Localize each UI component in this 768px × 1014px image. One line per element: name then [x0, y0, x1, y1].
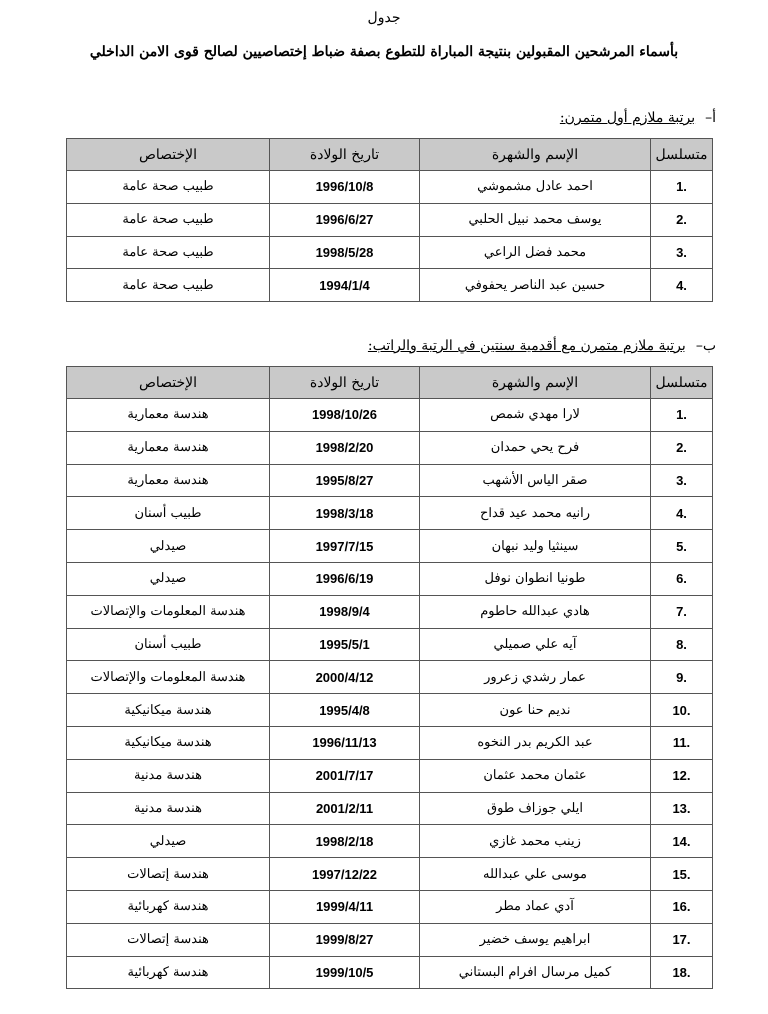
cell-seq: 15. [651, 858, 713, 891]
cell-seq: 16. [651, 890, 713, 923]
table-row [67, 399, 713, 432]
cell-seq: 12. [651, 759, 713, 792]
cell-specialty: طبيب صحة عامة [67, 203, 270, 236]
cell-seq: 6. [651, 562, 713, 595]
section-b-letter: ب– [695, 338, 716, 354]
cell-dob: 1994/1/4 [270, 269, 420, 302]
table-row [67, 497, 713, 530]
cell-dob: 1995/5/1 [270, 628, 420, 661]
header-specialty: الإختصاص [67, 139, 270, 171]
table-row [67, 464, 713, 497]
header-seq: متسلسل [651, 367, 713, 399]
cell-dob: 1996/11/13 [270, 726, 420, 759]
cell-name: ابراهيم يوسف خضير [420, 923, 651, 956]
table-row [67, 923, 713, 956]
cell-specialty: طبيب أسنان [67, 628, 270, 661]
table-row [67, 792, 713, 825]
cell-dob: 1999/8/27 [270, 923, 420, 956]
document-title: جدول [367, 10, 401, 26]
section-a-heading [560, 110, 716, 126]
cell-specialty: صيدلي [67, 825, 270, 858]
section-a-letter: أ– [705, 110, 716, 126]
cell-name: موسى علي عبدالله [420, 858, 651, 891]
cell-seq: 14. [651, 825, 713, 858]
cell-specialty: صيدلي [67, 562, 270, 595]
cell-dob: 1998/5/28 [270, 236, 420, 269]
cell-specialty: هندسة مدنية [67, 792, 270, 825]
cell-dob: 1998/2/18 [270, 825, 420, 858]
cell-dob: 1998/3/18 [270, 497, 420, 530]
header-dob: تاريخ الولادة [270, 139, 420, 171]
cell-seq: 1. [651, 171, 713, 204]
header-name: الإسم والشهرة [420, 367, 651, 399]
table-header-row [67, 139, 713, 171]
cell-name: احمد عادل مشموشي [420, 171, 651, 204]
cell-name: يوسف محمد نبيل الحلبي [420, 203, 651, 236]
table-row [67, 203, 713, 236]
cell-dob: 1998/9/4 [270, 595, 420, 628]
cell-name: ايلي جوزاف طوق [420, 792, 651, 825]
cell-dob: 1996/6/19 [270, 562, 420, 595]
cell-specialty: هندسة معمارية [67, 464, 270, 497]
cell-name: رانيه محمد عيد قداح [420, 497, 651, 530]
cell-specialty: صيدلي [67, 530, 270, 563]
table-row [67, 890, 713, 923]
table-row [67, 825, 713, 858]
document-subtitle: بأسماء المرشحين المقبولين بنتيجة المباراة للتطوع بصفة ضباط إختصاصيين لصالح قوى الامن الداخلي [89, 44, 679, 60]
cell-seq: 3. [651, 236, 713, 269]
cell-seq: 4. [651, 269, 713, 302]
cell-dob: 1998/10/26 [270, 399, 420, 432]
cell-name: فرح يحي حمدان [420, 431, 651, 464]
cell-specialty: هندسة معمارية [67, 431, 270, 464]
cell-specialty: طبيب أسنان [67, 497, 270, 530]
table-row [67, 628, 713, 661]
cell-specialty: هندسة معمارية [67, 399, 270, 432]
cell-specialty: هندسة إتصالات [67, 858, 270, 891]
cell-seq: 11. [651, 726, 713, 759]
section-b-heading [368, 338, 716, 354]
cell-dob: 1996/10/8 [270, 171, 420, 204]
cell-seq: 1. [651, 399, 713, 432]
cell-specialty: هندسة إتصالات [67, 923, 270, 956]
cell-name: سينثيا وليد نبهان [420, 530, 651, 563]
cell-specialty: هندسة ميكانيكية [67, 726, 270, 759]
cell-dob: 2001/2/11 [270, 792, 420, 825]
cell-name: آدي عماد مطر [420, 890, 651, 923]
cell-name: عثمان محمد عثمان [420, 759, 651, 792]
table-row [67, 269, 713, 302]
cell-dob: 1999/10/5 [270, 956, 420, 989]
cell-seq: 17. [651, 923, 713, 956]
cell-dob: 1997/7/15 [270, 530, 420, 563]
cell-seq: 3. [651, 464, 713, 497]
cell-name: كميل مرسال افرام البستاني [420, 956, 651, 989]
header-name: الإسم والشهرة [420, 139, 651, 171]
table-row [67, 431, 713, 464]
cell-name: زينب محمد غازي [420, 825, 651, 858]
cell-dob: 1997/12/22 [270, 858, 420, 891]
cell-seq: 10. [651, 694, 713, 727]
cell-name: آيه علي صميلي [420, 628, 651, 661]
section-b-table [66, 366, 713, 989]
cell-seq: 7. [651, 595, 713, 628]
table-header-row [67, 367, 713, 399]
cell-dob: 1995/4/8 [270, 694, 420, 727]
cell-name: هادي عبدالله حاطوم [420, 595, 651, 628]
table-row [67, 595, 713, 628]
cell-dob: 1996/6/27 [270, 203, 420, 236]
cell-name: عبد الكريم بدر النخوه [420, 726, 651, 759]
cell-specialty: هندسة المعلومات والإتصالات [67, 661, 270, 694]
cell-name: عمار رشدي زعرور [420, 661, 651, 694]
table-row [67, 858, 713, 891]
cell-specialty: هندسة ميكانيكية [67, 694, 270, 727]
cell-seq: 8. [651, 628, 713, 661]
table-row [67, 726, 713, 759]
cell-seq: 9. [651, 661, 713, 694]
table-row [67, 956, 713, 989]
cell-name: صقر الياس الأشهب [420, 464, 651, 497]
cell-seq: 5. [651, 530, 713, 563]
header-seq: متسلسل [651, 139, 713, 171]
header-dob: تاريخ الولادة [270, 367, 420, 399]
cell-specialty: طبيب صحة عامة [67, 171, 270, 204]
table-row [67, 530, 713, 563]
table-row [67, 694, 713, 727]
cell-specialty: طبيب صحة عامة [67, 236, 270, 269]
cell-specialty: هندسة المعلومات والإتصالات [67, 595, 270, 628]
section-b-label: برتبة ملازم متمرن مع أقدمية سنتين في الرتبة والراتب: [367, 338, 686, 354]
cell-seq: 18. [651, 956, 713, 989]
cell-name: محمد فضل الراعي [420, 236, 651, 269]
table-row [67, 661, 713, 694]
cell-name: طونيا انطوان نوفل [420, 562, 651, 595]
cell-specialty: هندسة كهربائية [67, 956, 270, 989]
cell-specialty: هندسة كهربائية [67, 890, 270, 923]
cell-specialty: طبيب صحة عامة [67, 269, 270, 302]
cell-seq: 2. [651, 203, 713, 236]
cell-name: نديم حنا عون [420, 694, 651, 727]
cell-dob: 1995/8/27 [270, 464, 420, 497]
header-specialty: الإختصاص [67, 367, 270, 399]
table-row [67, 562, 713, 595]
table-row [67, 759, 713, 792]
section-a-label: برتبة ملازم أول متمرن: [559, 110, 696, 126]
cell-dob: 2000/4/12 [270, 661, 420, 694]
cell-name: لارا مهدي شمص [420, 399, 651, 432]
cell-seq: 13. [651, 792, 713, 825]
cell-dob: 1998/2/20 [270, 431, 420, 464]
section-a-table [66, 138, 713, 302]
table-row [67, 171, 713, 204]
cell-dob: 2001/7/17 [270, 759, 420, 792]
table-row [67, 236, 713, 269]
cell-seq: 2. [651, 431, 713, 464]
cell-name: حسين عبد الناصر يحفوفي [420, 269, 651, 302]
cell-specialty: هندسة مدنية [67, 759, 270, 792]
cell-dob: 1999/4/11 [270, 890, 420, 923]
cell-seq: 4. [651, 497, 713, 530]
